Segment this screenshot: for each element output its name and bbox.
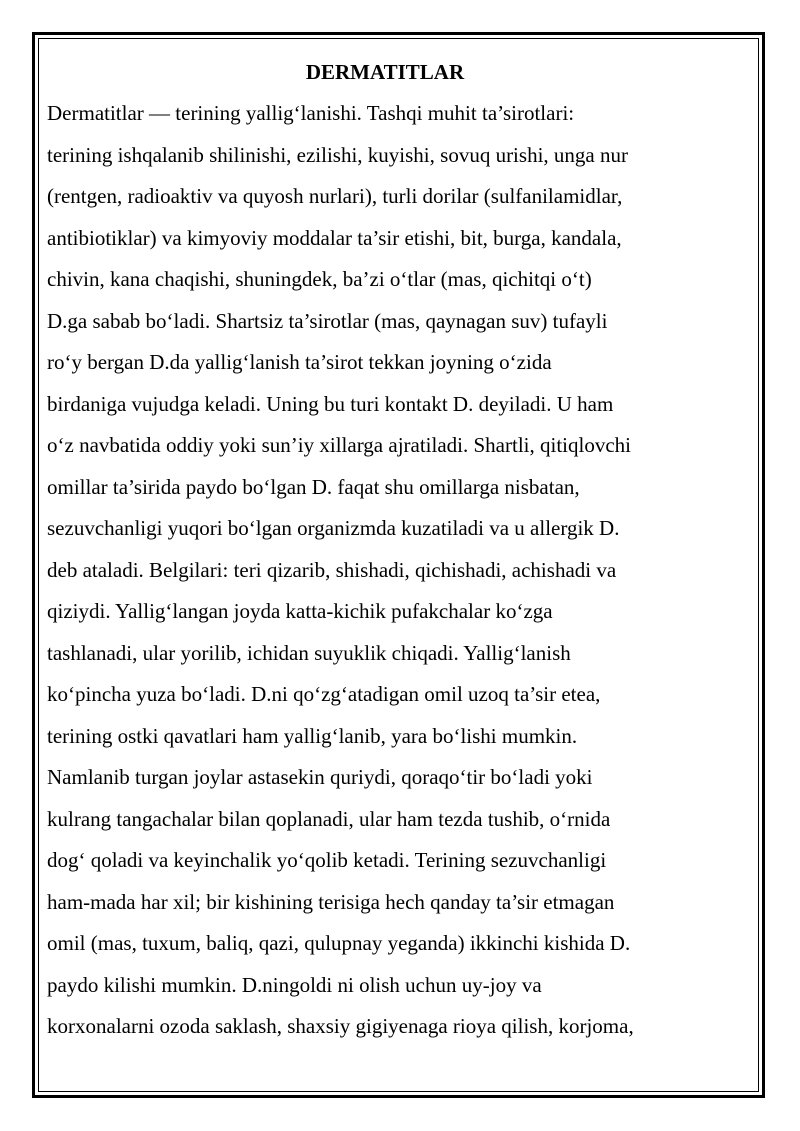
text-line: omil (mas, tuxum, baliq, qazi, qulupnay yeganda) ikkinchi kishida D. [47, 931, 631, 955]
text-line: (rentgen, radioaktiv va quyosh nurlari), turli dorilar (sulfanilamidlar, [47, 184, 623, 208]
text-line: ham-mada har xil; bir kishining terisiga hech qanday ta’sir etmagan [47, 889, 615, 914]
text-line: omillar ta’sirida paydo bo‘lgan D. faqat shu omillarga nisbatan, [47, 474, 580, 499]
text-line: antibiotiklar) va kimyoviy moddalar ta’sir etishi, bit, burga, kandala, [47, 225, 622, 250]
text-line: qiziydi. Yallig‘langan joyda katta-kichik pufakchalar ko‘zga [47, 599, 553, 623]
text-line: paydo kilishi mumkin. D.ningoldi ni olish uchun uy-joy va [47, 972, 542, 997]
text-line: dog‘ qoladi va keyinchalik yo‘qolib ketadi. Terining sezuvchanligi [47, 848, 607, 872]
text-line: tashlanadi, ular yorilib, ichidan suyuklik chiqadi. Yallig‘lanish [47, 640, 571, 665]
text-line: ko‘pincha yuza bo‘ladi. D.ni qo‘zg‘atadigan omil uzoq ta’sir etea, [47, 682, 601, 706]
text-line: terining ishqalanib shilinishi, ezilishi, kuyishi, sovuq urishi, unga nur [47, 142, 628, 167]
text-line: sezuvchanligi yuqori bo‘lgan organizmda kuzatiladi va u allergik D. [47, 516, 620, 540]
text-line: kulrang tangachalar bilan qoplanadi, ular ham tezda tushib, o‘rnida [47, 806, 611, 831]
text-line: ro‘y bergan D.da yallig‘lanish ta’sirot tekkan joyning o‘zida [47, 350, 552, 374]
document-body [47, 93, 757, 1048]
text-line: korxonalarni ozoda saklash, shaxsiy gigiyenaga rioya qilish, korjoma, [47, 1014, 634, 1038]
document-title: DERMATITLAR [305, 60, 465, 84]
text-line: birdaniga vujudga keladi. Uning bu turi kontakt D. deyiladi. U ham [47, 391, 614, 416]
text-line: terining ostki qavatlari ham yallig‘lanib, yara bo‘lishi mumkin. [47, 723, 578, 748]
text-line: chivin, kana chaqishi, shuningdek, ba’zi o‘tlar (mas, qichitqi o‘t) [47, 267, 592, 291]
text-line: o‘z navbatida oddiy yoki sun’iy xillarga ajratiladi. Shartli, qitiqlovchi [47, 433, 631, 457]
text-line: D.ga sabab bo‘ladi. Shartsiz ta’sirotlar (mas, qaynagan suv) tufayli [47, 308, 608, 333]
text-line: Namlanib turgan joylar astasekin quriydi, qoraqo‘tir bo‘ladi yoki [47, 765, 593, 789]
text-line: deb ataladi. Belgilari: teri qizarib, shishadi, qichishadi, achishadi va [47, 557, 617, 582]
text-line: Dermatitlar — terining yallig‘lanishi. Tashqi muhit ta’sirotlari: [47, 101, 575, 125]
